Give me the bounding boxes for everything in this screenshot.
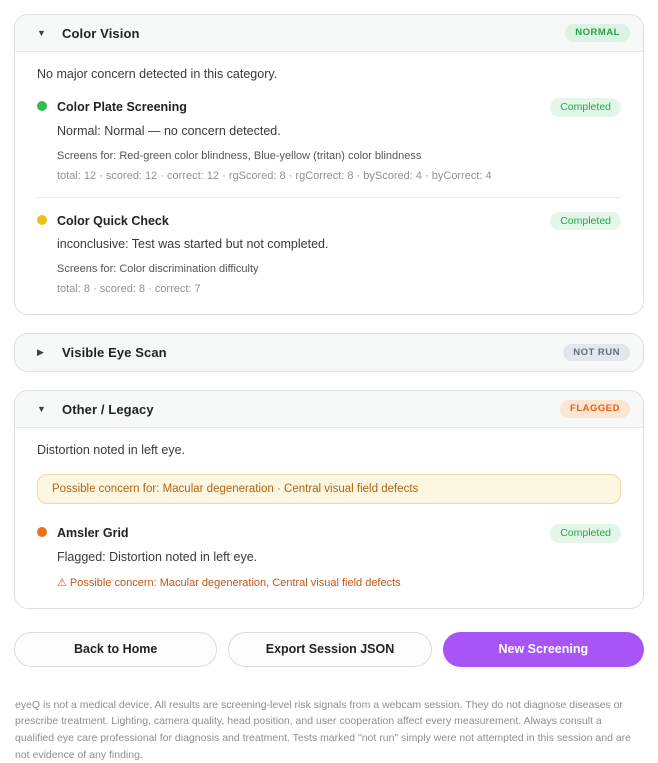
- test-concern: [57, 576, 621, 589]
- test-status-badge: Completed: [550, 212, 621, 231]
- test-status-dot: [37, 215, 47, 225]
- test-row-amsler-grid: [37, 524, 621, 589]
- test-status-dot: [37, 101, 47, 111]
- action-bar: [14, 632, 644, 667]
- test-result: Normal: Normal — no concern detected.: [57, 123, 281, 138]
- caret-right-icon: ▶: [37, 347, 44, 358]
- new-screening-button[interactable]: New Screening: [443, 632, 644, 667]
- test-result: Flagged: Distortion noted in left eye.: [57, 549, 258, 564]
- warning-icon: ⚠: [57, 576, 67, 589]
- section-header-color-vision[interactable]: [15, 15, 643, 52]
- test-status-dot: [37, 527, 47, 537]
- concern-banner: Possible concern for: Macular degeneration · Central visual field defects: [37, 474, 621, 504]
- test-row-color-plate-screening: [37, 98, 621, 182]
- section-body: [15, 428, 643, 608]
- test-screens-for: Screens for: Red-green color blindness, Blue-yellow (tritan) color blindness: [57, 149, 422, 162]
- back-to-home-button[interactable]: Back to Home: [14, 632, 217, 667]
- caret-down-icon: ▼: [37, 403, 46, 414]
- section-title: Other / Legacy: [62, 401, 154, 417]
- section-summary: Distortion noted in left eye.: [37, 443, 185, 458]
- test-name: Color Quick Check: [57, 213, 169, 228]
- test-name: Color Plate Screening: [57, 100, 187, 115]
- test-screens-for: Screens for: Color discrimination difficulty: [57, 263, 259, 276]
- test-metrics: total: 12 · scored: 12 · correct: 12 · rgScored: 8 · rgCorrect: 8 · byScored: 4 · byCorrect: 4: [57, 169, 492, 182]
- section-color-vision: [14, 14, 644, 315]
- section-visible-eye-scan: [14, 333, 644, 372]
- test-divider: [37, 197, 621, 198]
- disclaimer-text: eyeQ is not a medical device. All results are screening-level risk signals from a webcam session. They do not diagnose diseases or prescribe treatment. Lighting, camera quality, head position, and user cooperation affect every measurement. Always consult a qualified eye care professional for diagnosis and treatment. Tests marked "not run" simply were not attempted in this session and are not evidence of any finding.: [15, 698, 632, 761]
- section-summary: No major concern detected in this category.: [37, 67, 278, 81]
- section-other-legacy: [14, 390, 644, 609]
- caret-down-icon: ▼: [37, 27, 46, 38]
- status-badge-not-run: NOT RUN: [563, 344, 630, 362]
- export-session-json-button[interactable]: Export Session JSON: [228, 632, 431, 667]
- test-status-badge: Completed: [550, 98, 621, 117]
- test-metrics: total: 8 · scored: 8 · correct: 7: [57, 283, 201, 296]
- section-body: [15, 52, 643, 314]
- section-title: Color Vision: [62, 25, 140, 41]
- section-header-visible-eye-scan[interactable]: [15, 334, 643, 371]
- test-row-color-quick-check: [37, 212, 621, 296]
- test-result: inconclusive: Test was started but not completed.: [57, 237, 329, 252]
- test-status-badge: Completed: [550, 524, 621, 543]
- test-name: Amsler Grid: [57, 526, 129, 541]
- section-title: Visible Eye Scan: [62, 345, 167, 361]
- status-badge-normal: NORMAL: [565, 24, 630, 42]
- status-badge-flagged: FLAGGED: [560, 400, 630, 418]
- test-concern-text: Possible concern: Macular degeneration, Central visual field defects: [69, 576, 401, 589]
- section-header-other-legacy[interactable]: [15, 391, 643, 428]
